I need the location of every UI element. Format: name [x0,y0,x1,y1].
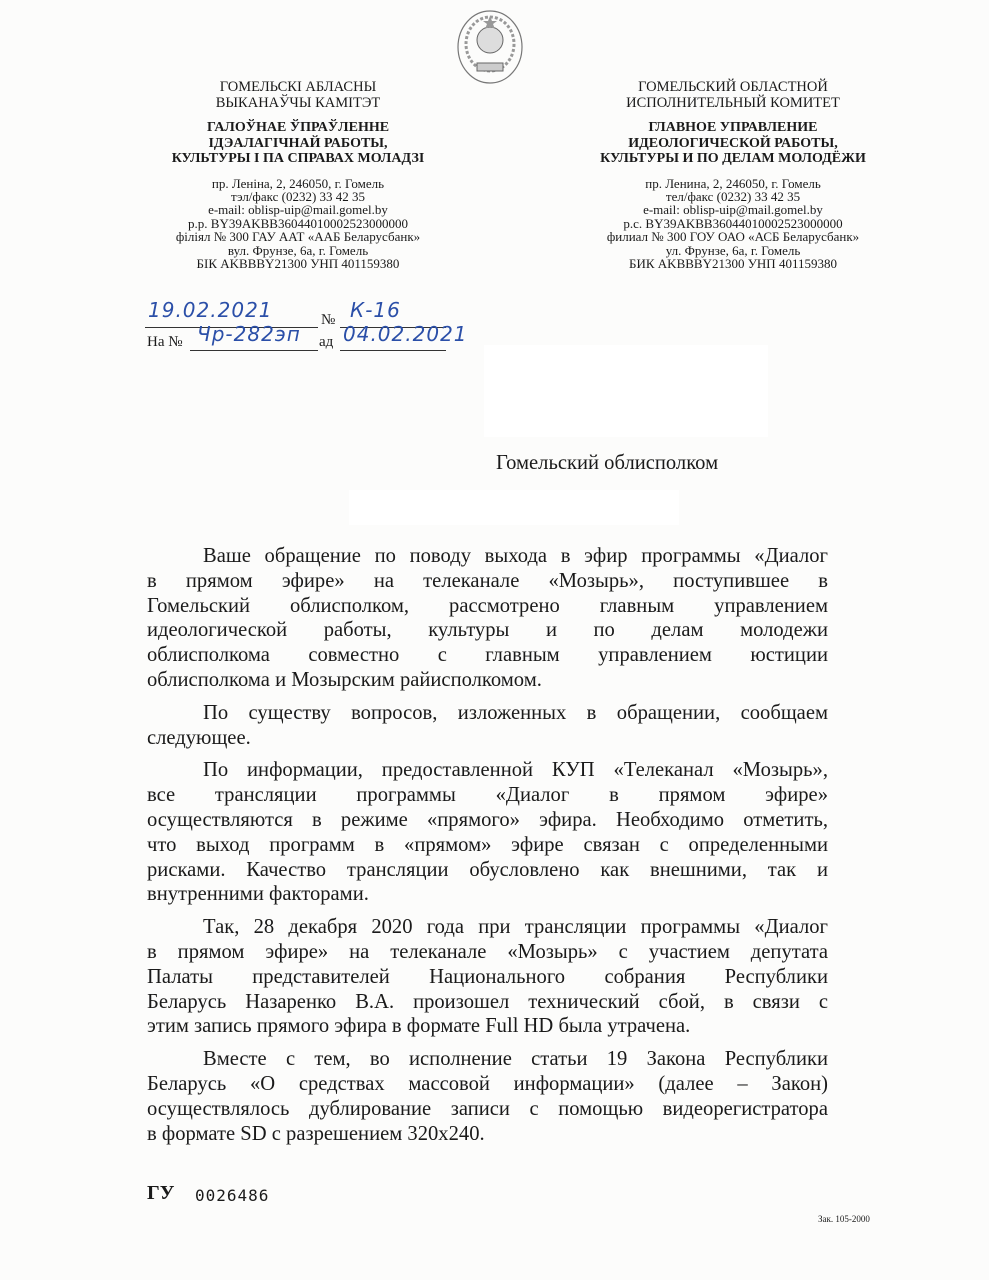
email-line: e-mail: oblisp-uip@mail.gomel.by [208,202,388,218]
org-line: ГОМЕЛЬСКИЙ ОБЛАСТНОЙ [638,79,828,95]
address-line: пр. Ленина, 2, 246050, г. Гомель [645,175,821,191]
org-line: ИСПОЛНИТЕЛЬНЫЙ КОМИТЕТ [626,94,840,111]
text-line: Гомельский облисполком, рассмотрено главным управлением [147,594,828,617]
text-line: осуществляются в режиме «прямого» эфира. Необходимо отметить, [147,808,828,831]
bank-code-line: БІК AKBBBY21300 УНП 401159380 [196,255,400,271]
print-order: Зак. 105-2000 [818,1214,870,1224]
bank-line: филиал № 300 ГОУ ОАО «АСБ Беларусбанк» [606,229,860,245]
bank-address-line: ул. Фрунзе, 6а, г. Гомель [665,242,801,258]
header-left [118,80,478,270]
address-line: пр. Леніна, 2, 246050, г. Гомель [211,175,385,191]
text-line: Так, 28 декабря 2020 года при трансляции программы «Диалог [203,916,828,939]
text-line: внутренними факторами. [147,883,369,906]
text-line: Ваше обращение по поводу выхода в эфир программы «Диалог [203,545,828,567]
reply-number-label: На № [147,334,183,350]
header-right [553,80,913,270]
dept-line: КУЛЬТУРЫ И ПО ДЕЛАМ МОЛОДЁЖИ [600,151,866,166]
dept-line: ГЛАВНОЕ УПРАВЛЕНИЕ [648,120,818,135]
phone-line: тэл/факс (0232) 33 42 35 [230,188,366,204]
text-line: По информации, предоставленной КУП «Телеканал «Мозырь», [203,759,828,782]
outgoing-date: 19.02.2021 [148,298,273,322]
text-line: идеологической работы, культуры и по делам молодежи [147,619,828,642]
paragraph [147,701,828,751]
dept-line: ГАЛОЎНАЕ ЎПРАЎЛЕННЕ [206,120,390,135]
text-line: облисполкома совместно с главным управлением юстиции [147,644,828,667]
number-label: № [321,312,336,328]
text-line: осуществлялось дублирование записи с помощью видеорегистратора [147,1097,828,1120]
account-line: р.р. BY39AKBB36044010002523000000 [188,215,408,231]
bank-line: філіял № 300 ГАУ ААТ «ААБ Беларусбанк» [175,229,421,245]
from-label: ад [319,334,334,350]
org-line: ВЫКАНАЎЧЫ КАМІТЭТ [215,94,381,111]
text-line: Палаты представителей Национального собрания Республики [147,965,828,988]
text-line: Беларусь «О средствах массовой информации» (далее – Закон) [147,1072,828,1095]
text-line: в формате SD с разрешением 320x240. [147,1122,485,1145]
dept-line: ИДЕОЛОГИЧЕСКОЙ РАБОТЫ, [628,135,838,151]
redacted-area [349,490,679,525]
text-line: Беларусь Назаренко В.А. произошел технический сбой, в связи с [147,990,828,1013]
reply-date: 04.02.2021 [343,322,468,346]
text-line: следующее. [147,726,251,749]
paragraph [147,758,828,907]
text-line: облисполкома и Мозырским райисполкомом. [147,668,542,691]
redacted-area [484,345,768,437]
paragraph [147,1047,828,1146]
account-line: р.с. BY39AKBB36044010002523000000 [623,215,843,231]
form-number: 0026486 [195,1186,270,1205]
paragraph [147,915,828,1039]
phone-line: тел/факс (0232) 33 42 35 [665,188,801,204]
outgoing-number: К-16 [350,298,401,322]
paragraph [147,544,828,693]
addressee: Гомельский облисполком [496,452,719,474]
state-emblem [455,8,525,86]
text-line: этим запись прямого эфира в формате Full HD была утрачена. [147,1015,691,1038]
text-line: По существу вопросов, изложенных в обращении, сообщаем [203,701,828,724]
form-series: ГУ [147,1182,175,1204]
dept-line: КУЛЬТУРЫ І ПА СПРАВАХ МОЛАДЗІ [171,151,425,166]
text-line: в прямом эфире» на телеканале «Мозырь», поступившее в [147,569,828,592]
text-line: все трансляции программы «Диалог в прямом эфире» [147,784,828,807]
bank-code-line: БИК AKBBBY21300 УНП 401159380 [629,255,837,271]
org-line: ГОМЕЛЬСКІ АБЛАСНЫ [219,79,377,95]
text-line: рисками. Качество трансляции обусловлено как внешними, так и [147,858,828,881]
dept-line: ІДЭАЛАГІЧНАЙ РАБОТЫ, [208,135,388,151]
text-line: Вместе с тем, во исполнение статьи 19 Закона Республики [203,1048,828,1071]
email-line: e-mail: oblisp-uip@mail.gomel.by [643,202,823,218]
bank-address-line: вул. Фрунзе, 6а, г. Гомель [227,242,369,258]
text-line: что выход программ в «прямом» эфире связан с определенными [147,833,828,856]
text-line: в прямом эфире» на телеканале «Мозырь» с участием депутата [147,940,828,963]
letter-body [147,544,828,1154]
reply-number: Чр-282эп [197,322,301,346]
